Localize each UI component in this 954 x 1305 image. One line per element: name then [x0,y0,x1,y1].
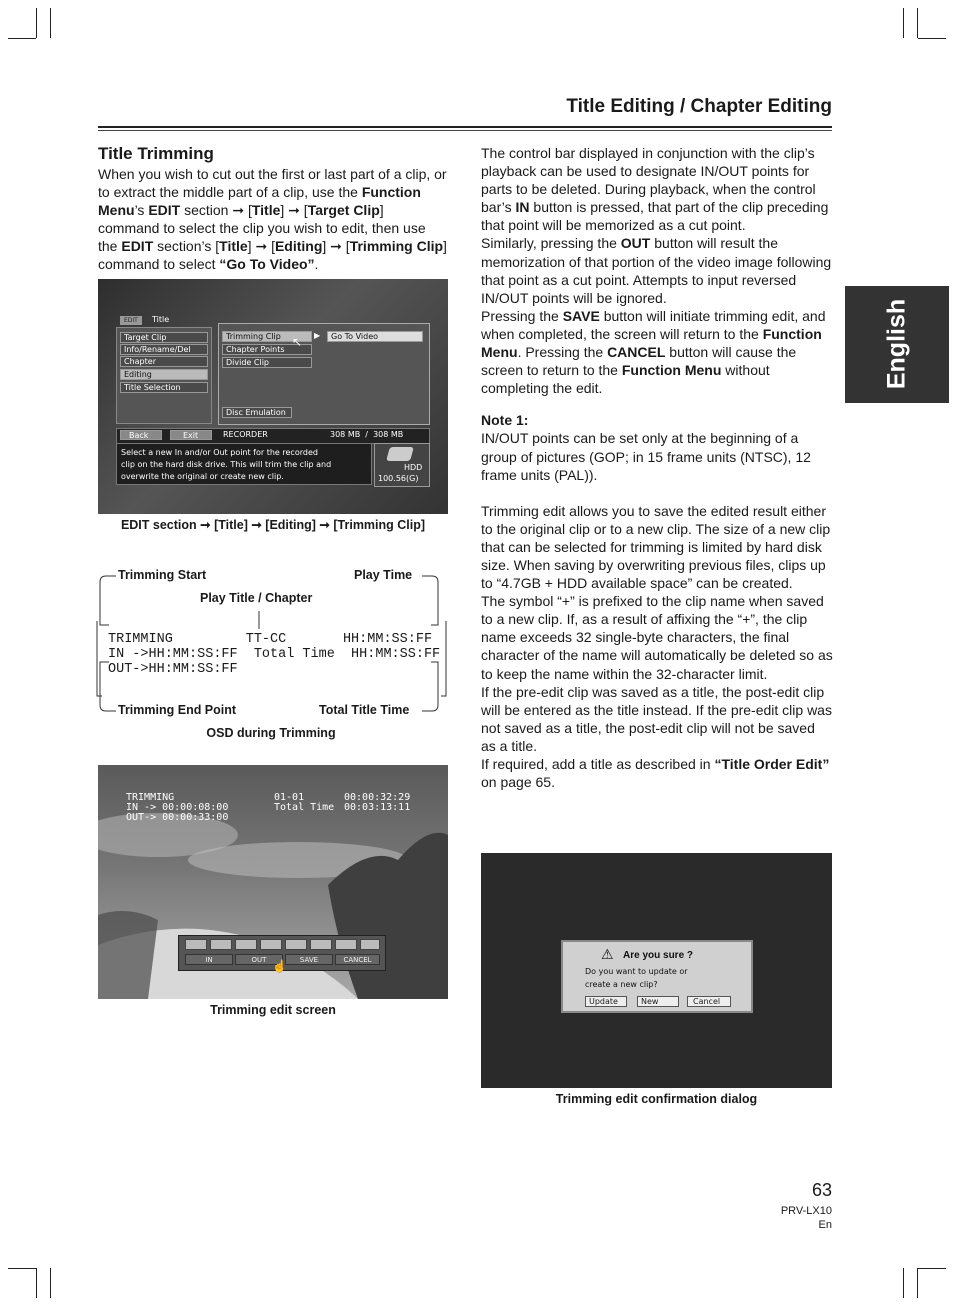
out-button[interactable]: OUT [235,954,283,965]
text: . [314,256,319,273]
text: EDIT [121,238,154,255]
section-title: Title Trimming [98,144,214,163]
pointer-cursor-icon: ↖ [292,335,303,349]
caption-dialog: Trimming edit confirmation dialog [555,1092,758,1106]
model-label [760,1204,832,1232]
text: Title [219,238,248,255]
dialog-message: create a new clip? [585,980,658,989]
crop-mark [36,8,37,38]
label-play-time: Play Time [354,568,413,582]
text: “Go To Video” [219,256,315,273]
hdd-icon [386,447,414,461]
space-readout: 308 MB / 308 MB [330,430,404,439]
header-rule [98,130,832,131]
caption-menu: EDIT section ➞ [Title] ➞ [Editing] ➞ [Trimming Clip] [120,518,426,532]
language-code: En [818,1219,832,1231]
caption-trimming-screen: Trimming edit screen [210,1003,336,1017]
exit-button[interactable]: Exit [170,430,212,440]
text: button is pressed, that part of the clip preceding that point will be memorized as a cut point. [481,199,829,234]
cancel-button[interactable]: Cancel [687,996,731,1007]
rewind-icon[interactable] [210,939,232,950]
text: section ➞ [ [180,202,252,219]
save-button[interactable]: SAVE [285,954,333,965]
text: IN [515,199,530,216]
text: Function Menu [98,184,421,219]
fast-forward-icon[interactable] [335,939,357,950]
osd-value: 00:00:32:29 [344,792,411,803]
cancel-button[interactable]: CANCEL [335,954,380,965]
text: ] command to select the clip you wish to edit, then use the [98,202,426,255]
text: Editing [274,238,323,255]
menu-screenshot [98,279,448,514]
recorder-label: RECORDER [223,430,268,439]
help-line: Select a new In and/or Out point for the recorded [121,448,318,457]
intro-paragraph [98,165,448,274]
menu-item-target-clip[interactable]: Target Clip [120,332,208,343]
text: ’s [134,202,149,219]
menu-item-title-selection[interactable]: Title Selection [120,382,208,393]
text: section’s [ [153,238,220,255]
text: The symbol “+” is prefixed to the clip name when saved to a new clip. If, as a result of affixing the “+”, the clip name exceeds 32 single-byte characters, the final character of the name will automatically be deleted so as to keep the name within the 32-character limit. [481,593,833,682]
menu-item-go-to-video[interactable]: Go To Video [327,331,423,342]
text: button will cause the screen to return to the [481,344,797,379]
crop-mark [8,38,36,39]
label-trimming-start: Trimming Start [118,568,207,582]
osd-value: IN -> 00:00:08:00 [126,802,229,813]
text: Function Menu [481,325,822,361]
new-button[interactable]: New [637,996,679,1007]
text: OUT [620,235,651,252]
model-code: PRV-LX10 [780,1205,832,1217]
text: on page 65. [481,774,555,791]
crop-mark [903,1268,904,1298]
note-text: IN/OUT points can be set only at the beginning of a group of pictures (GOP; in 15 frame units (NTSC), 12 frame units (PAL)). [481,430,811,483]
crop-mark [50,1268,51,1298]
header-rule [98,126,832,128]
play-icon[interactable] [260,939,282,950]
text: “Title Order Edit” [714,756,830,772]
text: Trimming edit allows you to save the edited result either to the original clip or to a new clip. The size of a new clip that can be selected for trimming is limited by hard disk size. When saving by overwriting previous files, clips up to “4.7GB + HDD available space” can be created. [481,502,831,592]
disc-emulation-button[interactable]: Disc Emulation [222,407,292,418]
osd-value: OUT-> 00:00:33:00 [126,812,229,823]
tab-title: Title [152,315,170,324]
label-total-title-time: Total Title Time [319,703,410,717]
crop-mark [918,38,946,39]
osd-value: 01-01 [274,792,305,803]
crop-mark [903,8,904,38]
page-number: 63 [811,1180,832,1200]
osd-line: OUT->HH:MM:SS:FF [108,662,238,677]
text: Pressing the [481,307,563,324]
crop-mark [917,8,918,38]
language-label: English [882,298,911,390]
dialog-title: Are you sure ? [623,950,694,961]
menu-item-chapter[interactable]: Chapter [120,356,208,367]
menu-item-chapter-points[interactable]: Chapter Points [222,344,312,355]
crop-mark [36,1268,37,1298]
text: button will result the memorization of that portion of the video image following that point as a cut point. Attempts to input reversed IN/OUT points will be ignored. [481,235,832,306]
pause-icon[interactable] [285,939,307,950]
update-button[interactable]: Update [585,996,627,1007]
menu-item-editing[interactable]: Editing [120,369,208,380]
note-title: Note 1: [481,412,529,429]
text: SAVE [562,307,600,324]
text: ] command to select [98,238,447,273]
trimming-screenshot [98,765,448,999]
text: without completing the edit. [481,362,770,397]
crop-mark [918,1268,946,1269]
osd-line: TRIMMING TT-CC HH:MM:SS:FF [108,632,433,647]
osd-value: 00:03:13:11 [344,802,411,813]
crop-mark [917,1268,918,1298]
text: Target Clip [307,202,380,219]
text: Trimming Clip [349,238,444,255]
text: If the pre-edit clip was saved as a title, the post-edit clip will be entered as the title instead. If the pre-edit clip was not saved as a title, the post-edit clip will not be saved as a title. [481,683,832,754]
text: CANCEL [607,344,666,361]
text: Function Menu [621,362,722,379]
menu-item-info[interactable]: Info/Rename/Del [120,344,208,355]
step-back-icon[interactable] [235,939,257,950]
crop-mark [50,8,51,38]
submenu-arrow-icon: ▶ [314,331,321,340]
text: Similarly, pressing the [481,235,621,252]
osd-value: TRIMMING [126,792,175,803]
in-button[interactable]: IN [185,954,233,965]
skip-start-icon[interactable] [185,939,207,950]
help-line: clip on the hard disk drive. This will trim the clip and [121,460,332,469]
crop-mark [8,1268,36,1269]
text: ] ➞ [ [280,202,308,219]
language-tab [845,286,949,403]
page-header-title: Title Editing / Chapter Editing [566,96,832,117]
step-forward-icon[interactable] [310,939,332,950]
text: button will initiate trimming edit, and when completed, the screen will return to the [481,307,826,342]
text: EDIT [148,202,181,219]
label-play-title: Play Title / Chapter [200,591,313,605]
tab-edit[interactable]: EDIT [120,316,142,325]
warning-icon: ⚠ [601,946,614,962]
text: Title [251,202,281,219]
back-button[interactable]: Back [120,430,162,440]
text: . Pressing the [517,344,608,361]
text: When you wish to cut out the first or last part of a clip, or to extract the middle part of a clip, use the [98,166,447,201]
hand-cursor-icon: ☝ [272,959,287,973]
skip-end-icon[interactable] [360,939,380,950]
dialog-screenshot [481,853,832,1088]
osd-value: Total Time [274,802,335,813]
label-trimming-end: Trimming End Point [118,703,237,717]
text: ] ➞ [ [247,238,275,255]
caption-osd: OSD during Trimming [206,726,336,740]
text: The control bar displayed in conjunction with the clip’s playback can be used to designate IN/OUT points for parts to be deleted. During playback, when the control bar’s [481,145,816,216]
hdd-size: 100.56(G) [378,474,419,483]
hdd-label: HDD [404,463,423,472]
osd-line: IN ->HH:MM:SS:FF Total Time HH:MM:SS:FF [108,647,441,662]
menu-item-trimming-clip[interactable]: Trimming Clip [222,331,312,342]
right-column-text [481,144,833,791]
menu-item-divide-clip[interactable]: Divide Clip [222,357,312,368]
dialog-message: Do you want to update or [585,967,688,976]
text: ] ➞ [ [322,238,350,255]
help-line: overwrite the original or create new clip. [121,472,284,481]
text: If required, add a title as described in [481,756,715,772]
